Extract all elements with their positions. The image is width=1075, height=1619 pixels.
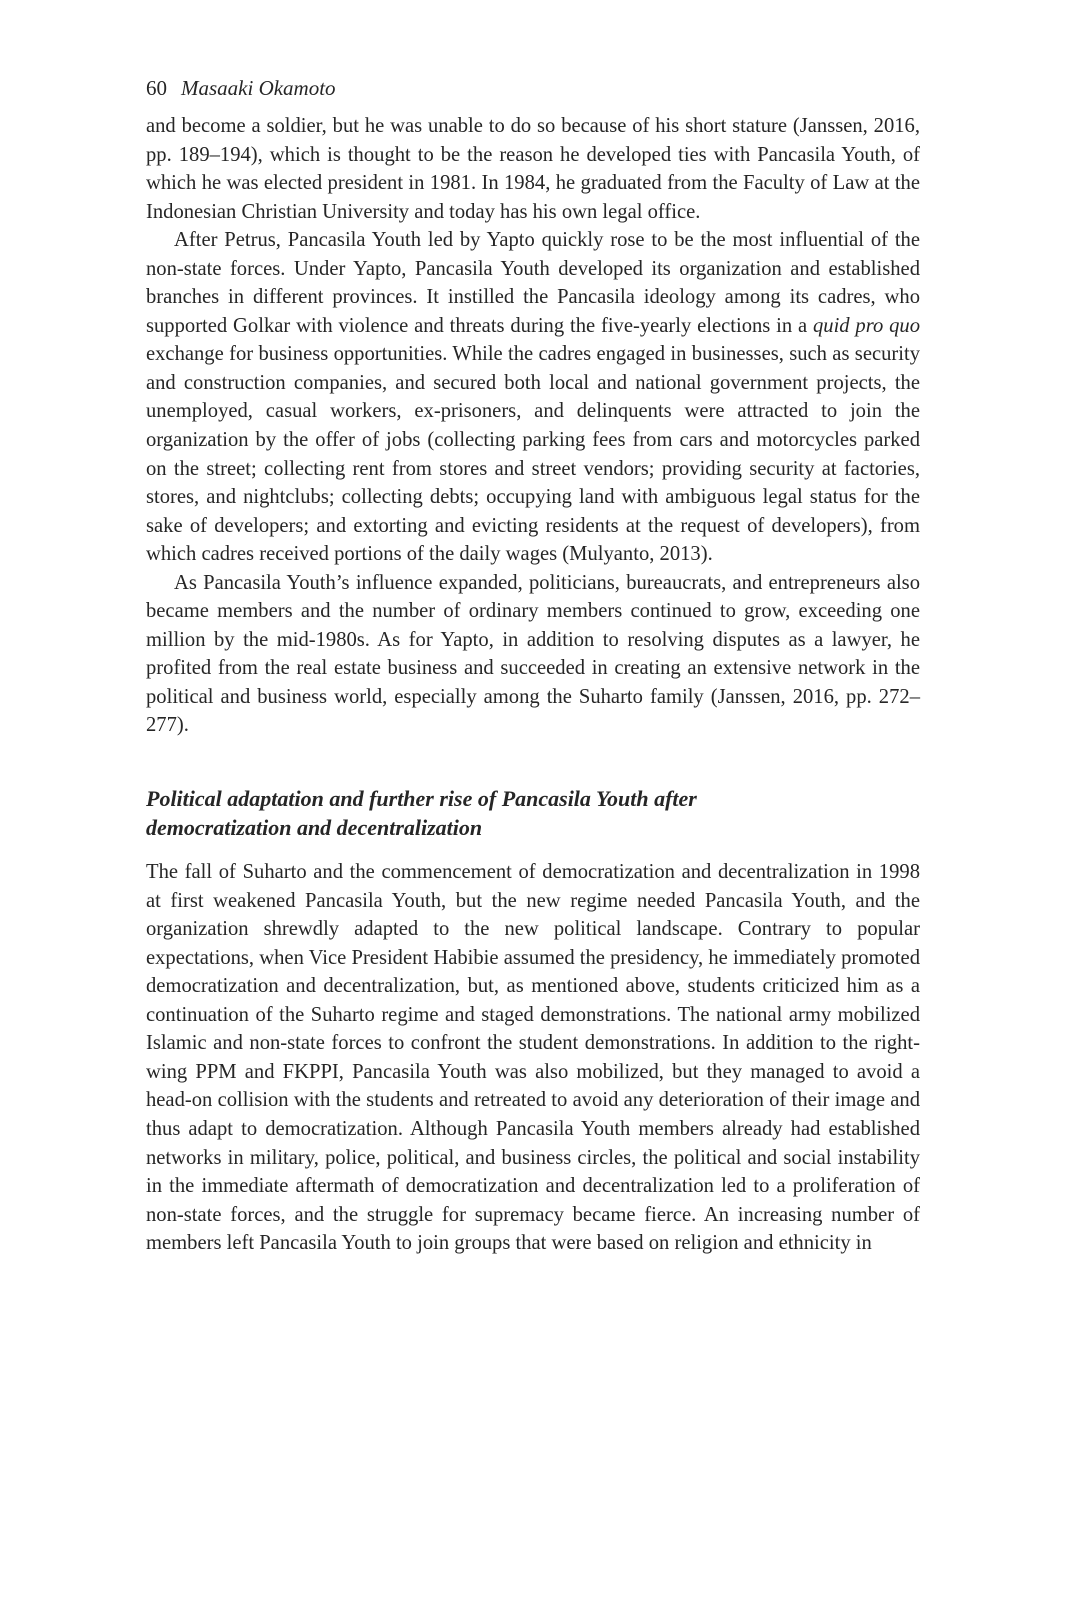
- paragraph-section-body: The fall of Suharto and the commencement of democratization and decentralization in 1998 at first weakened Pancasila Youth, but the new regime needed Pancasila Youth, and the organization shrewdly adapted to the new political landscape. Contrary to popular expectations, when Vice President Habibie assumed the presidency, he immediately promoted democratization and decentralization, but, as mentioned above, students criticized him as a continuation of the Suharto regime and staged demonstrations. The national army mobilized Islamic and non-state forces to confront the student demonstrations. In addition to the right-wing PPM and FKPPI, Pancasila Youth was also mobilized, but they managed to avoid a head-on collision with the students and retreated to avoid any deterioration of their image and thus adapt to democratization. Although Pancasila Youth members already had established networks in military, police, political, and business circles, the political and social instability in the immediate aftermath of democratization and decentralization led to a proliferation of non-state forces, and the struggle for supremacy became fierce. An increasing number of members left Pancasila Youth to join groups that were based on religion and ethnicity in: [146, 861, 920, 1255]
- paragraph-text: After Petrus, Pancasila Youth led by Yapto quickly rose to be the most influential of the non-state forces. Under Yapto, Pancasila Youth developed its organization and established branches in different provinces. It instilled the Pancasila ideology among its cadres, who supported Golkar with violence and threats during the five-yearly elections in a: [146, 229, 920, 337]
- paragraph-text: exchange for business opportunities. While the cadres engaged in businesses, such as security and construction companies, and secured both local and national government projects, the unemployed, casual workers, ex-prisoners, and delinquents were attracted to join the organization by the offer of jobs (collecting parking fees from cars and motorcycles parked on the street; collecting rent from stores and street vendors; providing security at factories, stores, and nightclubs; collecting debts; occupying land with ambiguous legal status for the sake of developers; and extorting and evicting residents at the request of developers), from which cadres received portions of the daily wages (Mulyanto, 2013).: [146, 343, 920, 566]
- running-head-author: Masaaki Okamoto: [181, 76, 336, 100]
- running-head: [146, 74, 920, 102]
- paragraph-influence: As Pancasila Youth’s influence expanded, politicians, bureaucrats, and entrepreneurs also became members and the number of ordinary members continued to grow, exceeding one million by the mid-1980s. As for Yapto, in addition to resolving disputes as a lawyer, he profited from the real estate business and succeeded in creating an extensive network in the political and business world, especially among the Suharto family (Janssen, 2016, pp. 272–277).: [146, 571, 920, 737]
- italic-phrase: quid pro quo: [812, 314, 920, 337]
- section-heading-line: democratization and decentralization: [146, 815, 483, 841]
- page-number: 60: [146, 76, 167, 100]
- paragraph-petrus: [146, 226, 920, 569]
- book-page: [146, 74, 920, 1258]
- section-heading: [146, 784, 920, 842]
- paragraph-continued: and become a soldier, but he was unable to do so because of his short stature (Janssen, 2016, pp. 189–194), which is thought to be the reason he developed ties with Pancasila Youth, of which he was elected president in 1981. In 1984, he graduated from the Faculty of Law at the Indonesian Christian University and today has his own legal office.: [146, 115, 920, 223]
- section-heading-line: Political adaptation and further rise of Pancasila Youth after: [146, 786, 697, 812]
